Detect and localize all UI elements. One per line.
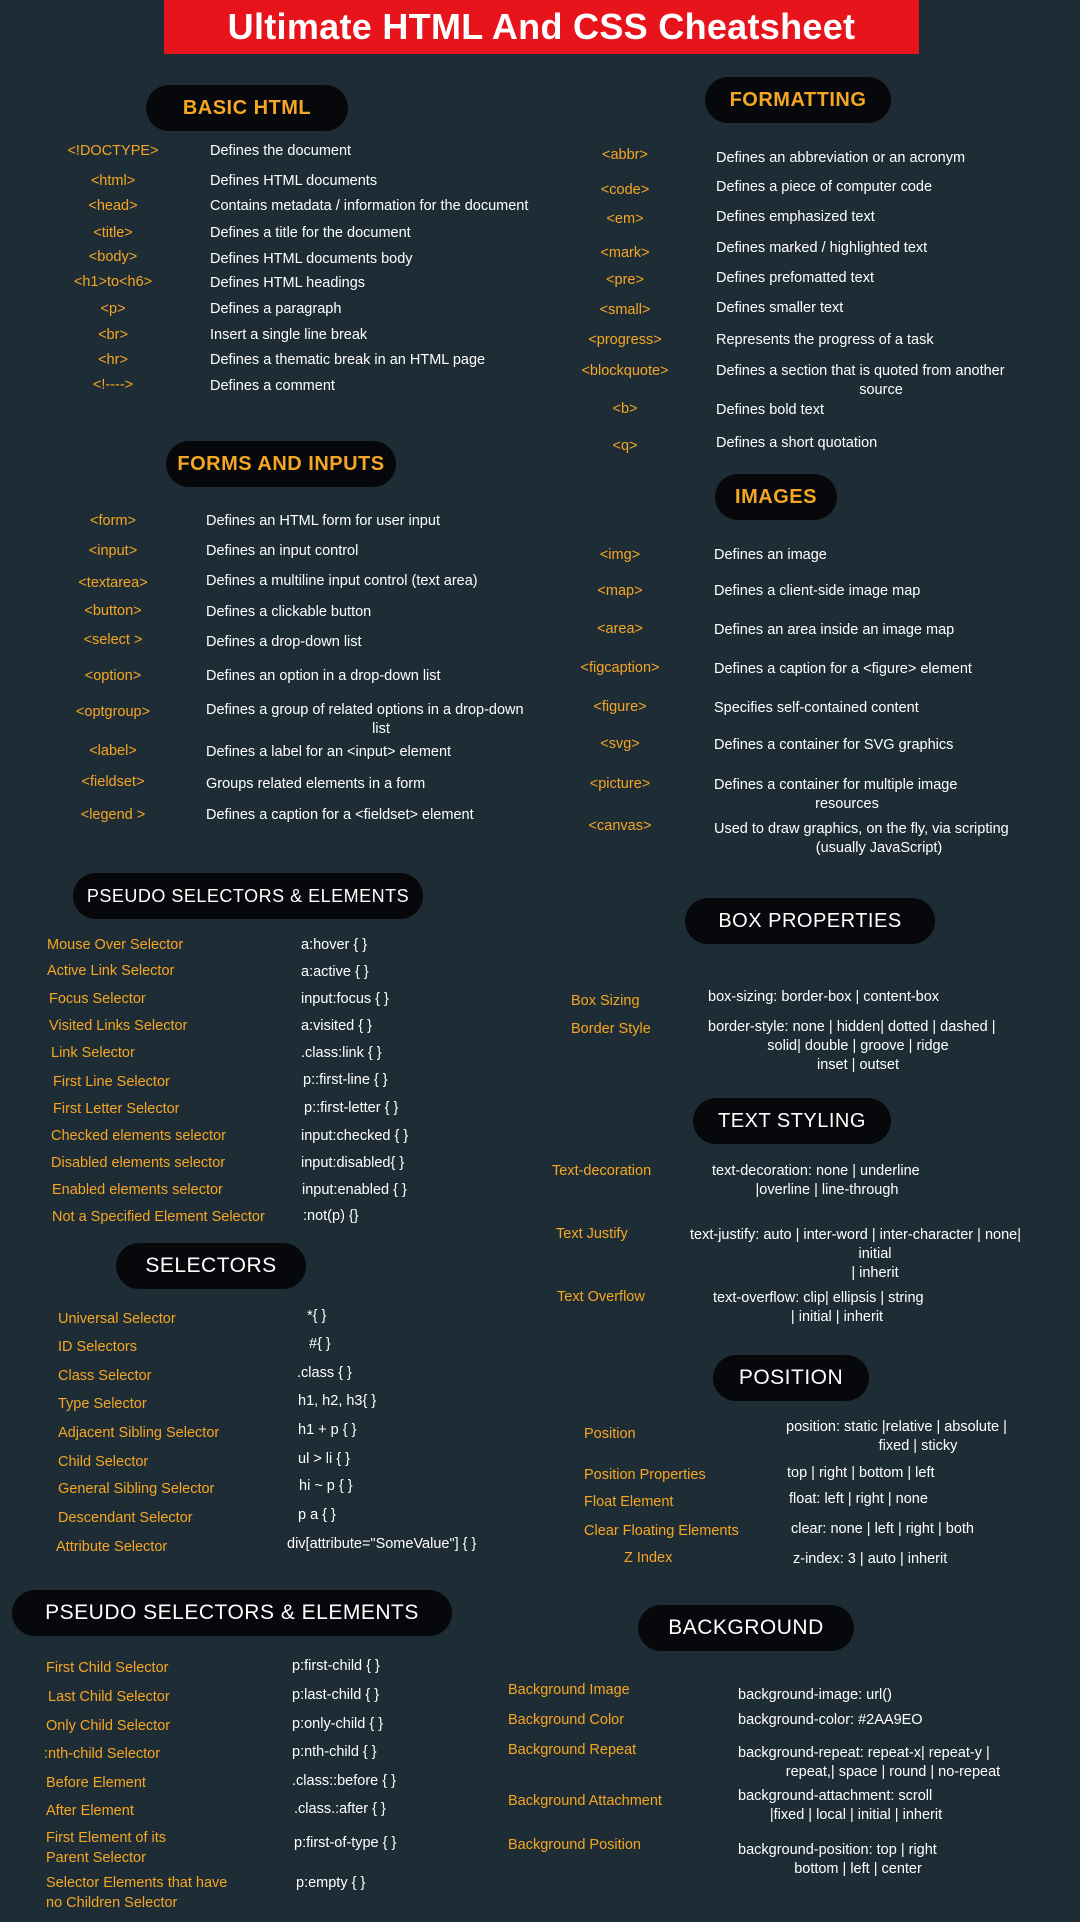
pseudo-code: :not(p) {} bbox=[303, 1208, 359, 1224]
box-prop-value: box-sizing: border-box | content-box bbox=[708, 989, 940, 1005]
formatting-desc: Defines emphasized text bbox=[716, 209, 875, 225]
forms-desc: Defines a clickable button bbox=[206, 604, 372, 620]
images-tag: <figcaption> bbox=[580, 660, 660, 676]
basic-html-tag: <html> bbox=[90, 173, 136, 189]
formatting-desc: Defines a section that is quoted from another bbox=[716, 363, 1005, 379]
selector-code: ul > li { } bbox=[298, 1451, 350, 1467]
pseudo-selectors-heading-2: PSEUDO SELECTORS & ELEMENTS bbox=[12, 1590, 452, 1636]
position-value-cont: fixed | sticky bbox=[878, 1438, 958, 1454]
pseudo-name: Link Selector bbox=[51, 1045, 135, 1061]
page-title: Ultimate HTML And CSS Cheatsheet bbox=[164, 0, 919, 54]
formatting-desc-cont: source bbox=[859, 382, 903, 398]
pseudo-code: p::first-letter { } bbox=[304, 1100, 399, 1116]
formatting-tag: <code> bbox=[600, 182, 650, 198]
position-name: Clear Floating Elements bbox=[584, 1523, 739, 1539]
selector-name: Universal Selector bbox=[58, 1311, 176, 1327]
pseudo2-name: :nth-child Selector bbox=[44, 1746, 161, 1762]
basic-html-tag: <body> bbox=[88, 249, 138, 265]
selector-code: h1 + p { } bbox=[298, 1422, 357, 1438]
pseudo2-code: p:last-child { } bbox=[292, 1687, 380, 1703]
images-desc-cont: resources bbox=[815, 796, 879, 812]
box-prop-name: Border Style bbox=[571, 1021, 651, 1037]
position-value: clear: none | left | right | both bbox=[791, 1521, 974, 1537]
position-name: Position Properties bbox=[584, 1467, 706, 1483]
selector-code: #{ } bbox=[309, 1336, 331, 1352]
images-tag: <map> bbox=[597, 583, 643, 599]
forms-tag: <fieldset> bbox=[81, 774, 145, 790]
pseudo-name: Checked elements selector bbox=[51, 1128, 226, 1144]
background-name: Background Image bbox=[508, 1682, 630, 1698]
text-styling-heading: TEXT STYLING bbox=[693, 1098, 891, 1144]
box-prop-name: Box Sizing bbox=[571, 993, 640, 1009]
basic-html-tag: <head> bbox=[88, 198, 138, 214]
basic-html-desc: Defines HTML headings bbox=[210, 275, 366, 291]
background-value: background-position: top | right bbox=[738, 1842, 937, 1858]
pseudo2-name: Last Child Selector bbox=[48, 1689, 170, 1705]
images-desc: Defines a container for SVG graphics bbox=[714, 737, 954, 753]
box-properties-heading: BOX PROPERTIES bbox=[685, 898, 935, 944]
text-style-value: text-decoration: none | underline bbox=[712, 1163, 920, 1179]
position-heading: POSITION bbox=[713, 1355, 869, 1401]
pseudo2-code: p:first-child { } bbox=[292, 1658, 380, 1674]
text-style-name: Text Justify bbox=[556, 1226, 628, 1242]
text-style-value-cont: | initial | inherit bbox=[790, 1309, 884, 1325]
forms-desc: Defines an input control bbox=[206, 543, 359, 559]
forms-desc: Defines a group of related options in a drop-down bbox=[206, 702, 524, 718]
background-value: background-image: url() bbox=[738, 1687, 892, 1703]
images-desc: Used to draw graphics, on the fly, via scripting bbox=[714, 821, 1009, 837]
selector-code: p a { } bbox=[298, 1507, 336, 1523]
box-prop-value: border-style: none | hidden| dotted | dashed | bbox=[708, 1019, 996, 1035]
formatting-desc: Defines bold text bbox=[716, 402, 825, 418]
background-value-cont: repeat,| space | round | no-repeat bbox=[785, 1764, 1001, 1780]
selector-code: h1, h2, h3{ } bbox=[298, 1393, 377, 1409]
images-tag: <img> bbox=[599, 547, 641, 563]
formatting-desc: Defines a short quotation bbox=[716, 435, 878, 451]
images-desc: Defines a client-side image map bbox=[714, 583, 921, 599]
selector-name: Class Selector bbox=[58, 1368, 152, 1384]
position-value: position: static |relative | absolute | bbox=[786, 1419, 1007, 1435]
text-style-value-cont: initial bbox=[858, 1246, 892, 1262]
background-name: Background Position bbox=[508, 1837, 641, 1853]
forms-tag: <input> bbox=[88, 543, 138, 559]
basic-html-desc: Defines a paragraph bbox=[210, 301, 342, 317]
pseudo2-name: After Element bbox=[46, 1803, 134, 1819]
images-tag: <canvas> bbox=[588, 818, 652, 834]
images-heading: IMAGES bbox=[715, 474, 837, 520]
selector-code: div[attribute="SomeValue"] { } bbox=[287, 1536, 477, 1552]
forms-desc: Defines a label for an <input> element bbox=[206, 744, 452, 760]
forms-desc-cont: list bbox=[372, 721, 390, 737]
pseudo2-name: First Child Selector bbox=[46, 1660, 169, 1676]
pseudo2-name-cont: Parent Selector bbox=[46, 1850, 146, 1866]
pseudo2-code: .class::before { } bbox=[292, 1773, 396, 1789]
position-value: float: left | right | none bbox=[789, 1491, 928, 1507]
pseudo2-name: Before Element bbox=[46, 1775, 146, 1791]
forms-tag: <textarea> bbox=[78, 575, 148, 591]
basic-html-tag: <title> bbox=[93, 225, 133, 241]
formatting-desc: Defines an abbreviation or an acronym bbox=[716, 150, 966, 166]
selector-code: *{ } bbox=[307, 1308, 327, 1324]
images-desc: Defines an area inside an image map bbox=[714, 622, 955, 638]
position-value: top | right | bottom | left bbox=[787, 1465, 935, 1481]
formatting-tag: <blockquote> bbox=[581, 363, 669, 379]
basic-html-desc: Defines a comment bbox=[210, 378, 335, 394]
forms-desc: Defines a caption for a <fieldset> element bbox=[206, 807, 474, 823]
selectors-heading: SELECTORS bbox=[116, 1243, 306, 1289]
basic-html-tag: <!DOCTYPE> bbox=[67, 143, 159, 159]
basic-html-desc: Defines HTML documents bbox=[210, 173, 378, 189]
pseudo2-code: p:only-child { } bbox=[292, 1716, 384, 1732]
box-prop-value-cont: inset | outset bbox=[817, 1057, 899, 1073]
pseudo2-name: Only Child Selector bbox=[46, 1718, 171, 1734]
pseudo2-name-cont: no Children Selector bbox=[46, 1895, 178, 1911]
background-value-cont: |fixed | local | initial | inherit bbox=[769, 1807, 943, 1823]
basic-html-tag: <!----> bbox=[92, 377, 134, 393]
formatting-tag: <progress> bbox=[588, 332, 662, 348]
background-heading: BACKGROUND bbox=[638, 1605, 854, 1651]
pseudo-name: First Letter Selector bbox=[53, 1101, 180, 1117]
forms-desc: Defines a multiline input control (text area) bbox=[206, 573, 478, 589]
basic-html-desc: Contains metadata / information for the document bbox=[210, 198, 529, 214]
formatting-desc: Defines marked / highlighted text bbox=[716, 240, 928, 256]
pseudo-code: .class:link { } bbox=[301, 1045, 382, 1061]
forms-tag: <button> bbox=[84, 603, 142, 619]
forms-tag: <select > bbox=[83, 632, 143, 648]
images-desc: Specifies self-contained content bbox=[714, 700, 919, 716]
images-tag: <svg> bbox=[600, 736, 640, 752]
box-prop-value-cont: solid| double | groove | ridge bbox=[767, 1038, 949, 1054]
pseudo-code: input:focus { } bbox=[301, 991, 389, 1007]
text-style-value-cont: |overline | line-through bbox=[755, 1182, 899, 1198]
formatting-tag: <abbr> bbox=[602, 147, 648, 163]
background-value: background-color: #2AA9EO bbox=[738, 1712, 923, 1728]
basic-html-desc: Defines the document bbox=[210, 143, 352, 159]
pseudo-code: input:enabled { } bbox=[302, 1182, 407, 1198]
selector-name: Attribute Selector bbox=[56, 1539, 168, 1555]
pseudo-code: input:checked { } bbox=[301, 1128, 409, 1144]
text-style-name: Text Overflow bbox=[557, 1289, 645, 1305]
pseudo-name: Visited Links Selector bbox=[49, 1018, 188, 1034]
forms-tag: <legend > bbox=[80, 807, 146, 823]
selector-name: General Sibling Selector bbox=[58, 1481, 215, 1497]
formatting-tag: <pre> bbox=[606, 272, 644, 288]
text-style-value: text-justify: auto | inter-word | inter-character | none| bbox=[690, 1227, 1021, 1243]
formatting-heading: FORMATTING bbox=[705, 77, 891, 123]
pseudo-name: First Line Selector bbox=[53, 1074, 170, 1090]
formatting-desc: Defines a piece of computer code bbox=[716, 179, 933, 195]
formatting-tag: <mark> bbox=[600, 245, 650, 261]
formatting-desc: Defines prefomatted text bbox=[716, 270, 874, 286]
pseudo-code: a:visited { } bbox=[301, 1018, 372, 1034]
background-value: background-attachment: scroll bbox=[738, 1788, 933, 1804]
forms-tag: <option> bbox=[84, 668, 142, 684]
pseudo2-name: First Element of its bbox=[46, 1830, 167, 1846]
images-desc: Defines a container for multiple image bbox=[714, 777, 958, 793]
pseudo-code: a:active { } bbox=[301, 964, 369, 980]
pseudo2-code: p:first-of-type { } bbox=[294, 1835, 397, 1851]
pseudo2-name: Selector Elements that have bbox=[46, 1875, 228, 1891]
basic-html-desc: Defines a title for the document bbox=[210, 225, 411, 241]
forms-tag: <form> bbox=[90, 513, 136, 529]
pseudo-code: p::first-line { } bbox=[303, 1072, 388, 1088]
formatting-desc: Defines smaller text bbox=[716, 300, 844, 316]
forms-desc: Defines a drop-down list bbox=[206, 634, 362, 650]
formatting-tag: <q> bbox=[612, 438, 638, 454]
forms-desc: Defines an option in a drop-down list bbox=[206, 668, 441, 684]
pseudo-selectors-heading: PSEUDO SELECTORS & ELEMENTS bbox=[73, 873, 423, 919]
basic-html-tag: <br> bbox=[98, 327, 128, 343]
position-name: Z Index bbox=[624, 1550, 673, 1566]
basic-html-tag: <p> bbox=[100, 301, 126, 317]
formatting-tag: <b> bbox=[612, 401, 638, 417]
formatting-tag: <em> bbox=[606, 211, 644, 227]
images-desc: Defines a caption for a <figure> element bbox=[714, 661, 972, 677]
selector-code: hi ~ p { } bbox=[299, 1478, 353, 1494]
formatting-tag: <small> bbox=[599, 302, 651, 318]
text-style-name: Text-decoration bbox=[552, 1163, 652, 1179]
images-desc-cont: (usually JavaScript) bbox=[815, 840, 943, 856]
basic-html-desc: Insert a single line break bbox=[210, 327, 368, 343]
forms-tag: <optgroup> bbox=[75, 704, 151, 720]
background-value-cont: bottom | left | center bbox=[794, 1861, 922, 1877]
basic-html-tag: <hr> bbox=[98, 352, 128, 368]
images-tag: <picture> bbox=[589, 776, 651, 792]
pseudo-code: a:hover { } bbox=[301, 937, 368, 953]
basic-html-tag: <h1>to<h6> bbox=[73, 274, 153, 290]
selector-name: Type Selector bbox=[58, 1396, 147, 1412]
forms-desc: Defines an HTML form for user input bbox=[206, 513, 440, 529]
pseudo-code: input:disabled{ } bbox=[301, 1155, 405, 1171]
selector-name: ID Selectors bbox=[58, 1339, 137, 1355]
pseudo-name: Disabled elements selector bbox=[51, 1155, 226, 1171]
forms-tag: <label> bbox=[89, 743, 137, 759]
images-desc: Defines an image bbox=[714, 547, 827, 563]
forms-desc: Groups related elements in a form bbox=[206, 776, 426, 792]
pseudo2-code: p:empty { } bbox=[296, 1875, 366, 1891]
background-name: Background Color bbox=[508, 1712, 625, 1728]
position-name: Position bbox=[584, 1426, 636, 1442]
pseudo-name: Not a Specified Element Selector bbox=[52, 1209, 265, 1225]
selector-name: Adjacent Sibling Selector bbox=[58, 1425, 220, 1441]
selector-name: Descendant Selector bbox=[58, 1510, 193, 1526]
forms-heading: FORMS AND INPUTS bbox=[166, 441, 396, 487]
selector-name: Child Selector bbox=[58, 1454, 149, 1470]
pseudo-name: Mouse Over Selector bbox=[47, 937, 184, 953]
background-name: Background Repeat bbox=[508, 1742, 637, 1758]
position-name: Float Element bbox=[584, 1494, 674, 1510]
basic-html-heading: BASIC HTML bbox=[146, 85, 348, 131]
background-value: background-repeat: repeat-x| repeat-y | bbox=[738, 1745, 990, 1761]
pseudo2-code: .class.:after { } bbox=[294, 1801, 386, 1817]
position-value: z-index: 3 | auto | inherit bbox=[793, 1551, 948, 1567]
selector-code: .class { } bbox=[297, 1365, 352, 1381]
pseudo2-code: p:nth-child { } bbox=[292, 1744, 377, 1760]
basic-html-desc: Defines HTML documents body bbox=[210, 251, 413, 267]
pseudo-name: Enabled elements selector bbox=[52, 1182, 223, 1198]
images-tag: <area> bbox=[597, 621, 643, 637]
background-name: Background Attachment bbox=[508, 1793, 662, 1809]
images-tag: <figure> bbox=[593, 699, 647, 715]
formatting-desc: Represents the progress of a task bbox=[716, 332, 934, 348]
pseudo-name: Focus Selector bbox=[49, 991, 146, 1007]
basic-html-desc: Defines a thematic break in an HTML page bbox=[210, 352, 486, 368]
text-style-value: text-overflow: clip| ellipsis | string bbox=[713, 1290, 924, 1306]
pseudo-name: Active Link Selector bbox=[47, 963, 175, 979]
text-style-value-cont: | inherit bbox=[851, 1265, 899, 1281]
